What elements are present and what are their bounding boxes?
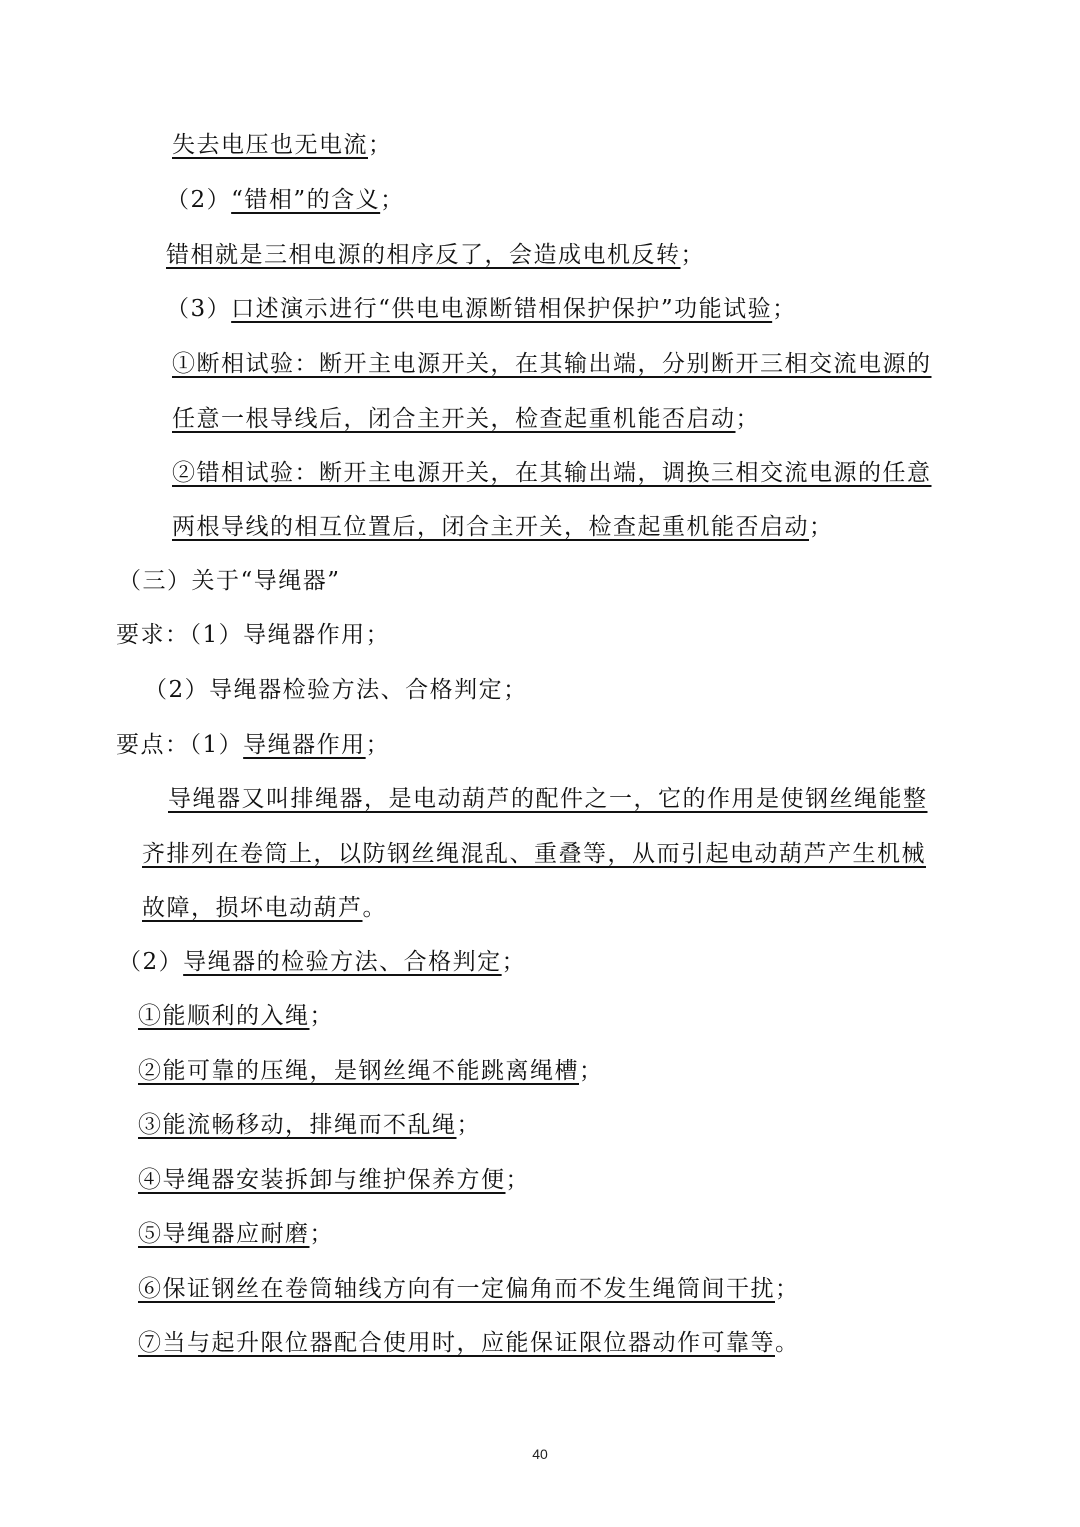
text-line: ①能顺利的入绳； — [138, 1003, 334, 1029]
text-line: ⑥保证钢丝在卷筒轴线方向有一定偏角而不发生绳筒间干扰； — [138, 1276, 800, 1302]
text-line: 故障，损坏电动葫芦。 — [142, 895, 387, 921]
text-line: ①断相试验：断开主电源开关，在其输出端，分别断开三相交流电源的 — [172, 351, 932, 377]
page-number: 40 — [532, 1446, 548, 1462]
text-line: ⑦当与起升限位器配合使用时，应能保证限位器动作可靠等。 — [138, 1330, 800, 1356]
text-line: ②错相试验：断开主电源开关，在其输出端，调换三相交流电源的任意 — [172, 460, 932, 486]
text-line: 要求：（1）导绳器作用； — [116, 622, 391, 648]
text-line: （2）导绳器检验方法、合格判定； — [144, 677, 528, 703]
text-line: ②能可靠的压绳，是钢丝绳不能跳离绳槽； — [138, 1058, 604, 1084]
text-line: （2）“错相”的含义； — [166, 187, 405, 213]
text-line: 失去电压也无电流； — [172, 132, 393, 158]
text-line: ⑤导绳器应耐磨； — [138, 1221, 334, 1247]
text-line: ④导绳器安装拆卸与维护保养方便； — [138, 1167, 530, 1193]
section-heading: （三）关于“导绳器” — [118, 568, 341, 594]
text-line: 齐排列在卷筒上，以防钢丝绳混乱、重叠等，从而引起电动葫芦产生机械 — [142, 841, 926, 867]
text-line: 任意一根导线后，闭合主开关，检查起重机能否启动； — [172, 406, 760, 432]
text-line: （2）导绳器的检验方法、合格判定； — [118, 949, 527, 975]
text-line: 导绳器又叫排绳器，是电动葫芦的配件之一，它的作用是使钢丝绳能整 — [168, 786, 928, 812]
text-line: 要点：（1）导绳器作用； — [116, 732, 391, 758]
text-line: ③能流畅移动，排绳而不乱绳； — [138, 1112, 481, 1138]
text-line: 错相就是三相电源的相序反了，会造成电机反转； — [166, 242, 705, 268]
text-line: 两根导线的相互位置后，闭合主开关，检查起重机能否启动； — [172, 514, 834, 540]
text-line: （3）口述演示进行“供电电源断错相保护保护”功能试验； — [166, 296, 797, 322]
